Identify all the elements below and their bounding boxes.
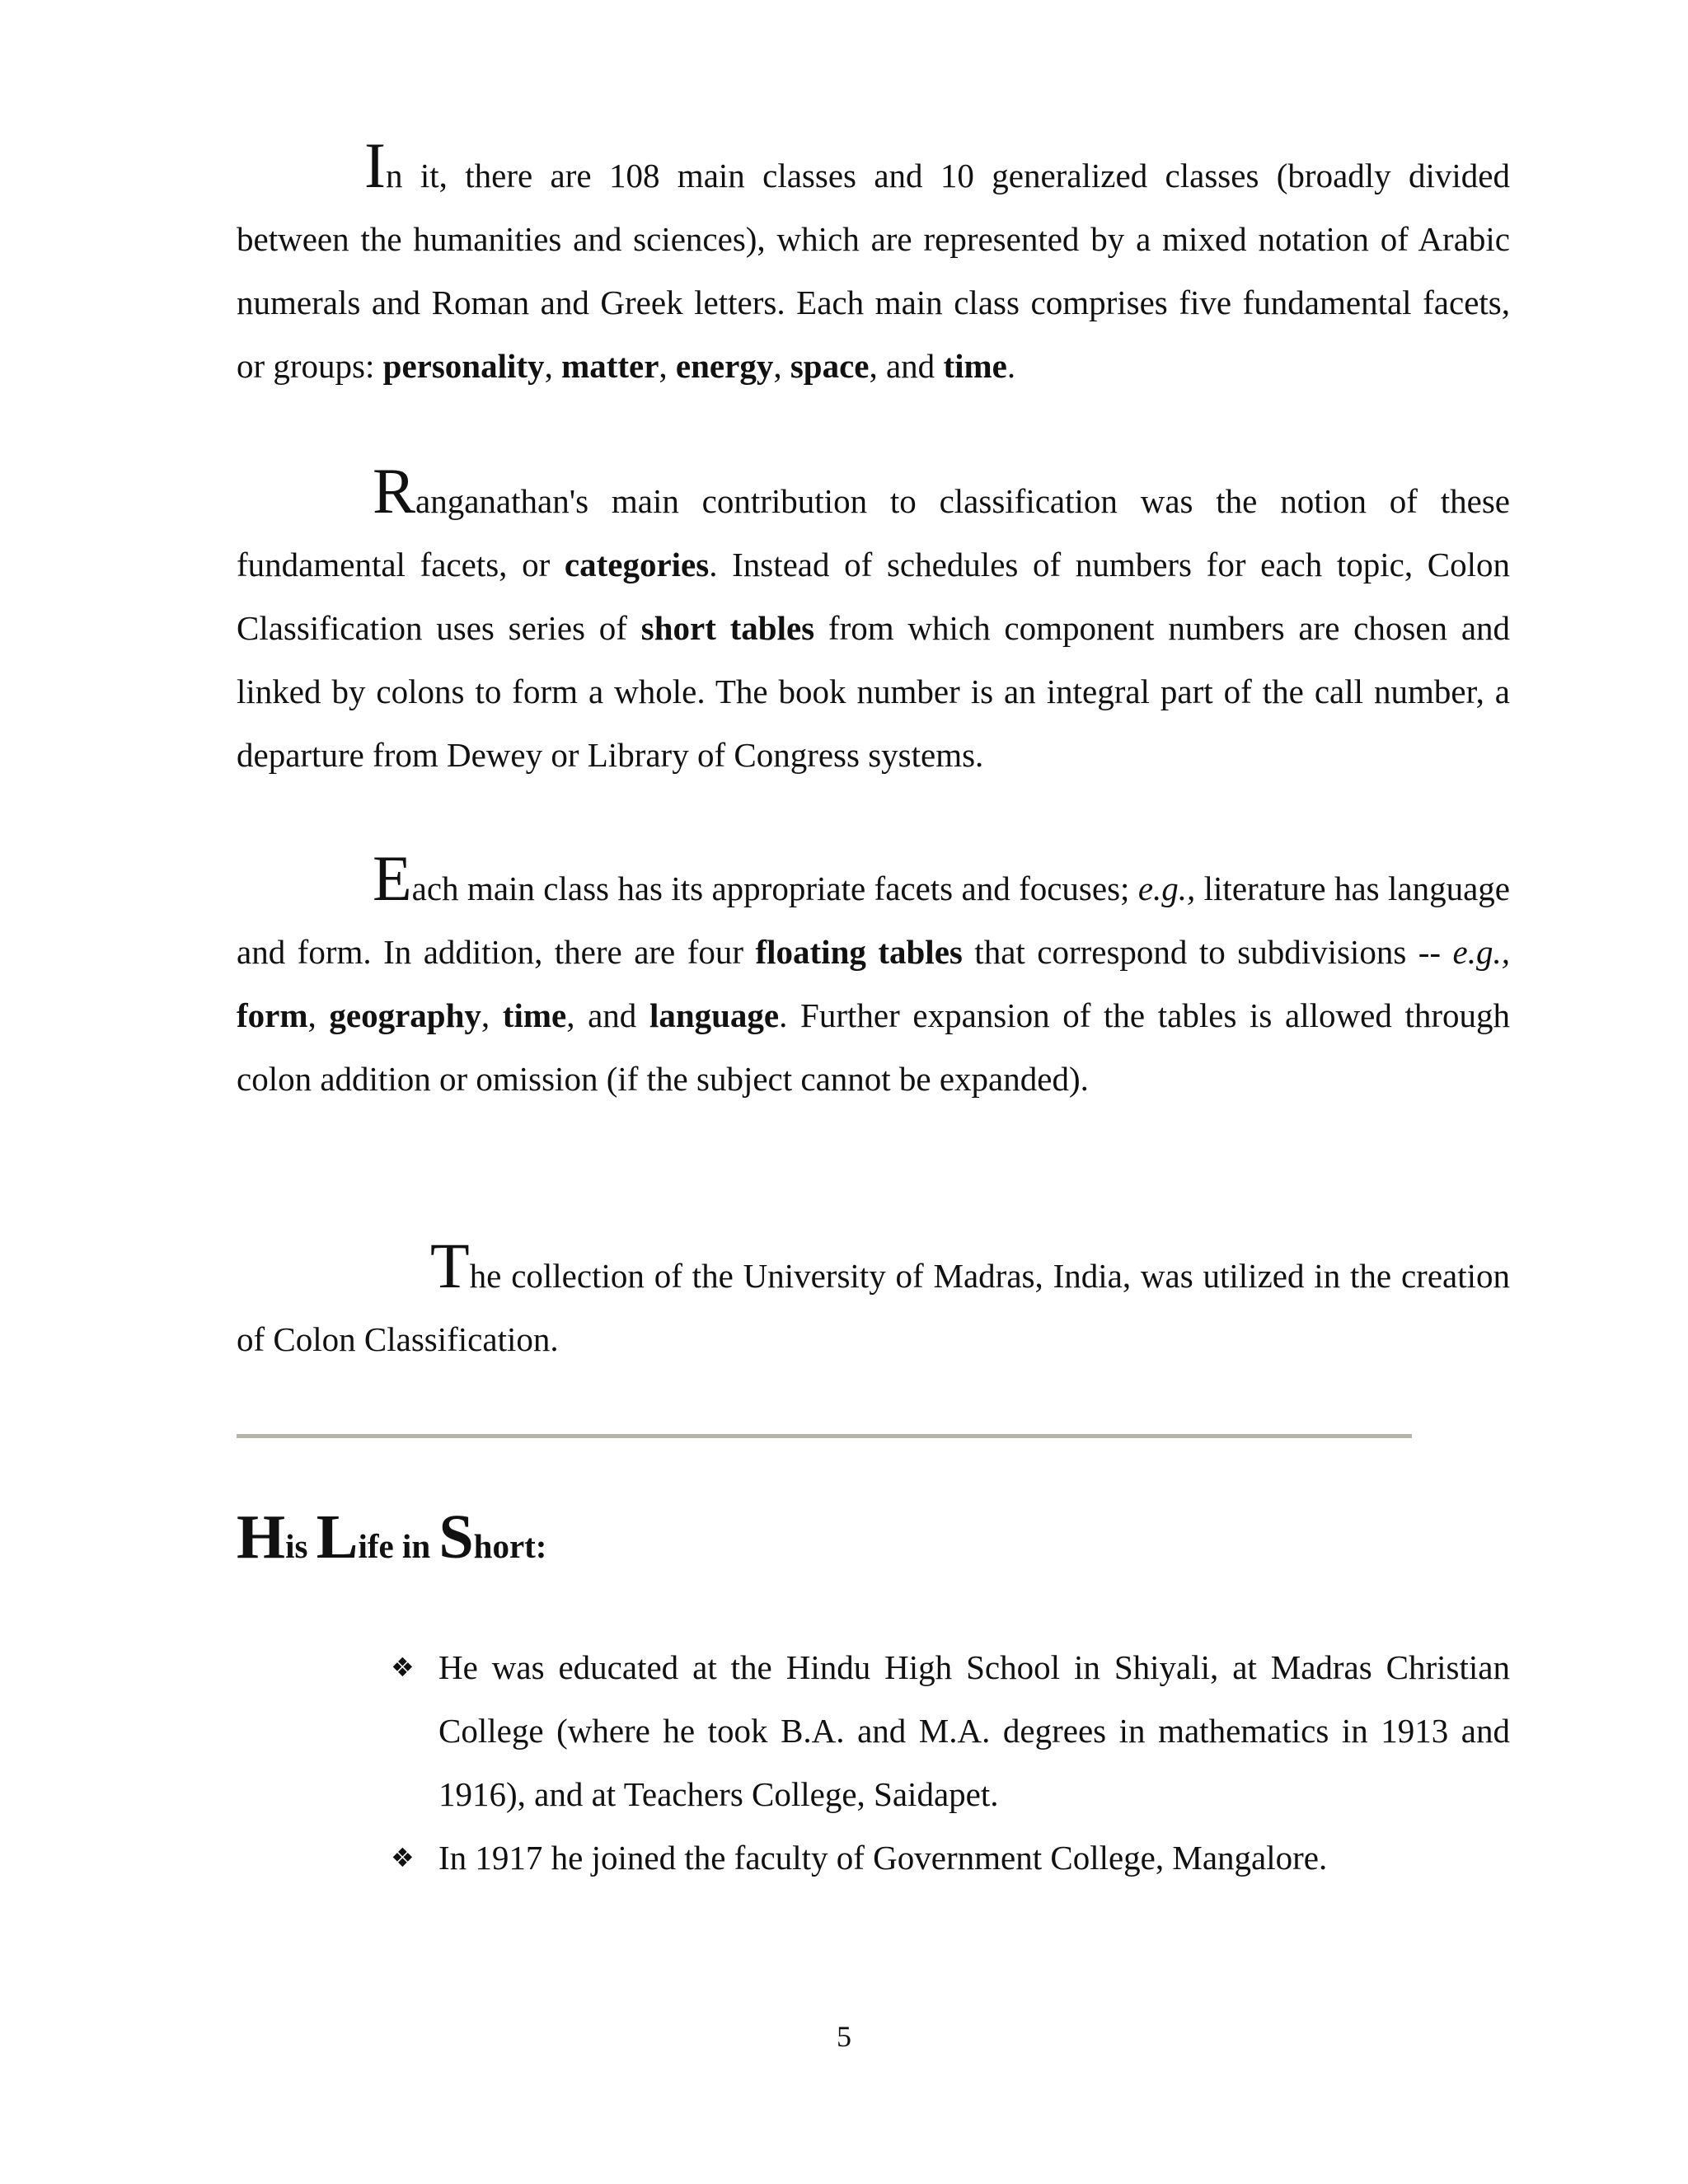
list-item [391,1826,1510,1890]
text-run: . Further expansion of the tables is allowed through colon addition or omission (if the subject cannot be expanded). [237,996,1510,1098]
bold-term: short tables [640,609,815,647]
bold-term: categories [564,546,710,583]
text-run: that correspond to subdivisions -- [962,933,1453,971]
drop-cap: E [373,842,412,914]
paragraph-body [237,482,1510,774]
bold-term: form [237,996,308,1034]
bullet-list [391,1636,1510,1890]
heading-cap: S [438,1502,474,1572]
bold-term: personality [382,347,545,385]
bold-term: energy [675,347,774,385]
text-run: . Instead of schedules of numbers for each topic, Colon Classification uses series of [237,546,1510,647]
text-run: , and [566,996,649,1034]
diamond-bullet-icon: ❖ [391,1652,415,1683]
italic-text: e.g., [1137,869,1196,907]
bold-term: matter [561,347,659,385]
bold-term: space [790,347,870,385]
section-heading [237,1496,546,1587]
bold-term: geography [329,996,481,1034]
text-run: n it, there are 108 main classes and 10 generalized classes (broadly divided between the humanities and sciences), which are represented by a mixed notation of Arabic numerals and Roman and Greek letters. Each main class comprises five fundamental facets, or groups: [237,157,1510,385]
drop-cap: R [373,455,416,527]
text-run: , [544,347,562,385]
list-item [391,1636,1510,1826]
heading-rest: ife in [358,1527,439,1565]
bold-term: time [502,996,567,1034]
paragraph-body [237,869,1510,1098]
text-run: anganathan's main contribution to classification was the notion of these fundamental facets, or [237,482,1510,583]
text-run: , and [869,347,944,385]
text-run: , [773,347,790,385]
text-run: from which component numbers are chosen and linked by colons to form a whole. The book number is an integral part of the call number, a departure from Dewey or Library of Congress systems. [237,609,1511,774]
text-run: , [307,996,330,1034]
heading-rest: hort: [473,1527,547,1565]
paragraph-contribution [237,455,1511,787]
paragraph-classes [237,129,1510,398]
text-run: literature has language and form. In addition, there are four [237,869,1510,971]
text-run: he collection of the University of Madras, India, was utilized in the creation of Colon Classification. [237,1257,1510,1358]
diamond-bullet-icon: ❖ [391,1842,415,1873]
paragraph-madras [237,1230,1510,1371]
bold-term: floating tables [755,933,963,971]
bold-term: language [649,996,780,1034]
paragraph-facets [237,842,1510,1111]
heading-cap: H [237,1502,286,1572]
text-run: , [659,347,676,385]
text-run: ach main class has its appropriate facets and focuses; [411,869,1138,907]
list-item-text: In 1917 he joined the faculty of Government College, Mangalore. [438,1839,1328,1877]
heading-rest: is [285,1527,316,1565]
paragraph-body [237,157,1510,385]
drop-cap: T [430,1230,470,1301]
text-run: . [1006,347,1016,385]
italic-text: e.g., [1452,933,1510,971]
page-number: 5 [837,2020,851,2053]
list-item-text: He was educated at the Hindu High School in Shiyali, at Madras Christian College (where he took B.A. and M.A. degrees in mathematics in 1913 and 1916), and at Teachers College, Saidapet. [438,1648,1510,1813]
horizontal-rule [237,1434,1412,1438]
drop-cap: I [364,129,386,201]
heading-cap: L [316,1502,359,1572]
text-run: , [481,996,503,1034]
bold-term: time [943,347,1007,385]
paragraph-body [237,1257,1510,1358]
